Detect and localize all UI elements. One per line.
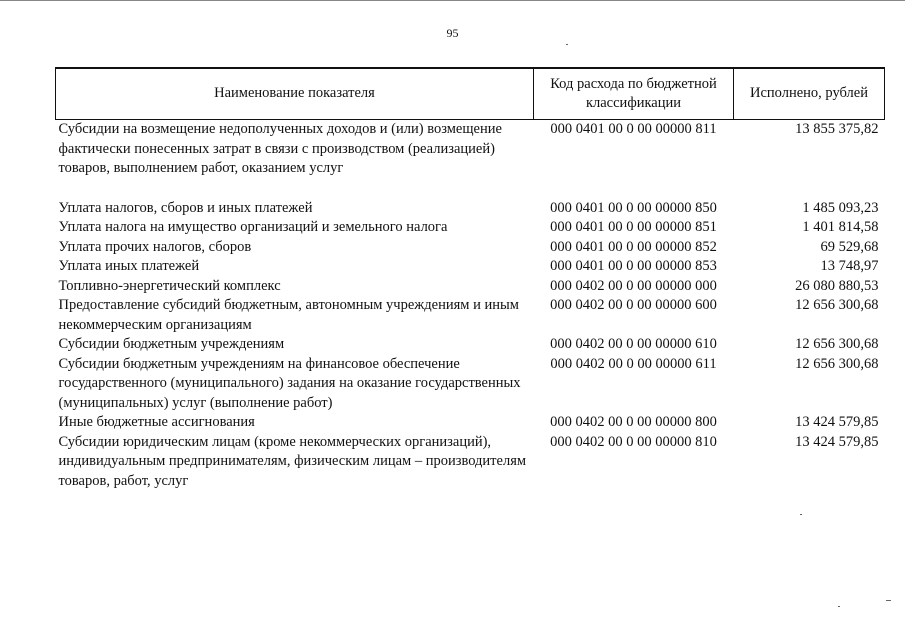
row-amount: 1 401 814,58 <box>802 219 879 235</box>
page-number: 95 <box>446 26 459 40</box>
row-name: Субсидии юридическим лицам (кроме некоммерческих организаций), индивидуальным предпринимателям, физическим лицам – производителям товаров, работ, услуг <box>58 433 527 489</box>
scan-top-edge <box>0 0 905 1</box>
table-row <box>56 120 885 179</box>
row-spacer <box>56 179 885 199</box>
row-code: 000 0401 00 0 00 00000 851 <box>550 219 717 235</box>
table-header-row <box>56 68 885 120</box>
row-code: 000 0401 00 0 00 00000 853 <box>550 258 717 274</box>
row-amount: 12 656 300,68 <box>795 336 879 352</box>
budget-report-table <box>55 67 885 491</box>
row-amount: 13 855 375,82 <box>795 121 879 137</box>
header-amount: Исполнено, рублей <box>734 68 885 120</box>
table-row <box>56 413 885 433</box>
scan-speck <box>838 606 840 607</box>
table-row <box>56 277 885 297</box>
row-amount: 26 080 880,53 <box>795 277 879 294</box>
row-amount: 13 748,97 <box>820 258 879 274</box>
row-code: 000 0401 00 0 00 00000 852 <box>550 238 717 255</box>
row-name: Уплата налога на имущество организаций и земельного налога <box>58 219 448 235</box>
row-name: Уплата иных платежей <box>58 258 200 274</box>
row-code: 000 0401 00 0 00 00000 811 <box>550 121 717 137</box>
row-name: Уплата налогов, сборов и иных платежей <box>58 199 313 216</box>
row-code: 000 0402 00 0 00 00000 611 <box>550 355 717 372</box>
row-name: Уплата прочих налогов, сборов <box>58 238 252 255</box>
table-row <box>56 433 885 492</box>
table-row <box>56 257 885 277</box>
table-row <box>56 218 885 238</box>
scan-speck <box>800 514 802 515</box>
row-amount: 1 485 093,23 <box>802 199 879 216</box>
row-amount: 12 656 300,68 <box>795 297 879 313</box>
table-row <box>56 335 885 355</box>
row-name: Иные бюджетные ассигнования <box>58 414 255 430</box>
row-name: Топливно-энергетический комплекс <box>58 277 281 294</box>
row-amount: 13 424 579,85 <box>795 414 879 430</box>
row-code: 000 0402 00 0 00 00000 610 <box>550 336 717 352</box>
row-code: 000 0402 00 0 00 00000 800 <box>550 414 717 430</box>
header-code: Код расхода по бюджетной классификации <box>534 68 734 120</box>
row-code: 000 0402 00 0 00 00000 000 <box>550 277 717 294</box>
row-code: 000 0402 00 0 00 00000 810 <box>550 433 717 450</box>
scan-speck <box>566 44 568 45</box>
row-amount: 13 424 579,85 <box>795 433 879 450</box>
table-row <box>56 296 885 335</box>
row-code: 000 0402 00 0 00 00000 600 <box>550 297 717 313</box>
table-row <box>56 199 885 219</box>
row-name: Субсидии бюджетным учреждениям на финансовое обеспечение государственного (муниципального) задания на оказание государственных (муниципальных) услуг (выполнение работ) <box>58 355 521 411</box>
row-name: Субсидии на возмещение недополученных доходов и (или) возмещение фактически понесенных затрат в связи с производством (реализацией) товаров, выполнением работ, оказанием услуг <box>58 121 502 176</box>
table-row <box>56 238 885 258</box>
row-amount: 12 656 300,68 <box>795 355 879 372</box>
row-amount: 69 529,68 <box>820 238 879 255</box>
row-code: 000 0401 00 0 00 00000 850 <box>550 199 717 216</box>
table-row <box>56 355 885 414</box>
row-name: Предоставление субсидий бюджетным, автономным учреждениям и иным некоммерческим организациям <box>58 297 519 333</box>
row-name: Субсидии бюджетным учреждениям <box>58 336 285 352</box>
scan-speck <box>886 600 891 601</box>
header-name: Наименование показателя <box>56 68 534 120</box>
